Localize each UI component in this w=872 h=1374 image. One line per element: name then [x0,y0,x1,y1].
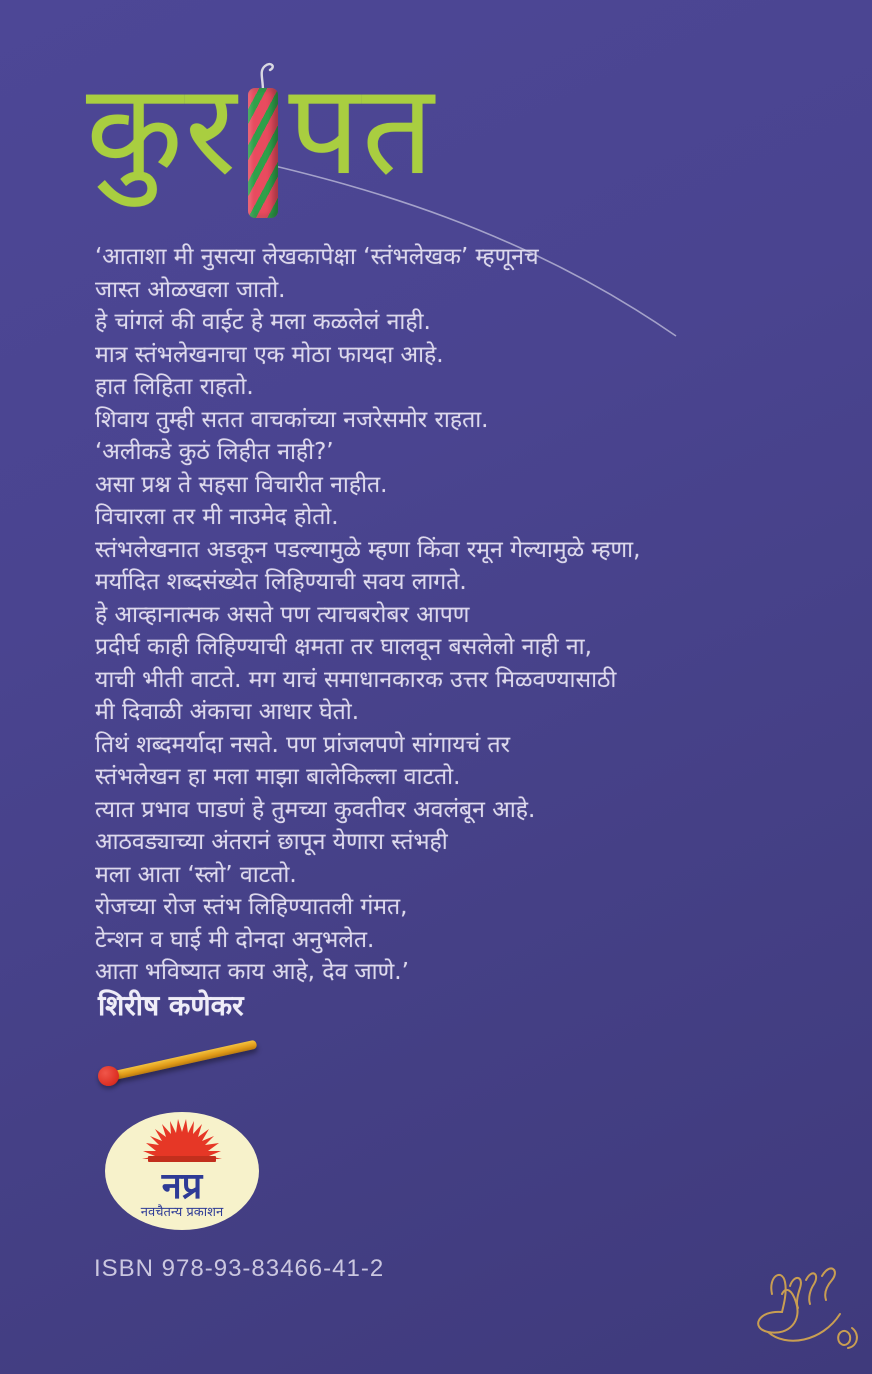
matchstick-head [98,1066,119,1086]
matchstick-stick [109,1040,257,1081]
blurb-line: तिथं शब्दमर्यादा नसते. पण प्रांजलपणे सांगायचं तर [95,731,511,758]
blurb-line: हात लिहिता राहतो. [95,374,254,400]
blurb-line: ‘आताशा मी नुसत्या लेखकापेक्षा ‘स्तंभलेखक’ म्हणूनच [95,244,539,270]
publisher-logo [104,1110,260,1232]
blurb-line: आता भविष्यात काय आहे, देव जाणे.’ [95,959,409,985]
author-name: शिरीष कणेकर [98,989,244,1022]
blurb-line: मला आता ‘स्लो’ वाटतो. [95,861,297,888]
blurb-line: असा प्रश्न ते सहसा विचारीत नाहीत. [95,471,388,498]
blurb-line: शिवाय तुम्ही सतत वाचकांच्या नजरेसमोर राहता. [95,406,489,433]
publisher-monogram: नप्र [161,1166,203,1207]
title-part-left: कुर [86,56,239,203]
back-cover-blurb [95,241,785,989]
blurb-line: मी दिवाळी अंकाचा आधार घेतो. [95,699,360,725]
blurb-line: विचारला तर मी नाउमेद होतो. [95,504,339,530]
title-part-right: पत [288,56,436,203]
artist-signature-icon [738,1248,868,1358]
blurb-line: आठवड्याच्या अंतरानं छापून येणारा स्तंभही [95,829,448,855]
blurb-line: स्तंभलेखन हा मला माझा बालेकिल्ला वाटतो. [95,764,461,790]
isbn-text: ISBN 978-93-83466-41-2 [94,1255,385,1282]
matchstick-icon [98,1038,278,1098]
blurb-line: जास्त ओळखला जातो. [95,276,286,303]
blurb-line: त्यात प्रभाव पाडणं हे तुमच्या कुवतीवर अवलंबून आहे. [95,796,536,823]
blurb-line: मर्यादित शब्दसंख्येत लिहिण्याची सवय लागते. [95,569,467,595]
blurb-line: हे आव्हानात्मक असते पण त्याचबरोबर आपण [95,601,470,628]
blurb-line: प्रदीर्घ काही लिहिण्याची क्षमता तर घालवून बसलेलो नाही ना, [95,634,592,660]
blurb-line: मात्र स्तंभलेखनाचा एक मोठा फायदा आहे. [95,341,444,368]
blurb-line: टेन्शन व घाई मी दोनदा अनुभलेत. [95,926,375,953]
firecracker-body [248,88,278,218]
firecracker-icon [248,58,278,228]
blurb-line: याची भीती वाटते. मग याचं समाधानकारक उत्तर मिळवण्यासाठी [95,666,617,693]
fuse-icon [250,58,280,92]
blurb-line: हे चांगलं की वाईट हे मला कळलेलं नाही. [95,309,431,335]
blurb-line: स्तंभलेखनात अडकून पडल्यामुळे म्हणा किंवा रमून गेल्यामुळे म्हणा, [95,536,641,563]
publisher-name: नवचैतन्य प्रकाशन [140,1205,224,1220]
blurb-line: ‘अलीकडे कुठं लिहीत नाही?’ [95,439,334,465]
logo-sun-base-bar [148,1156,216,1162]
book-title [86,58,436,228]
blurb-line: रोजच्या रोज स्तंभ लिहिण्यातली गंमत, [95,894,408,920]
